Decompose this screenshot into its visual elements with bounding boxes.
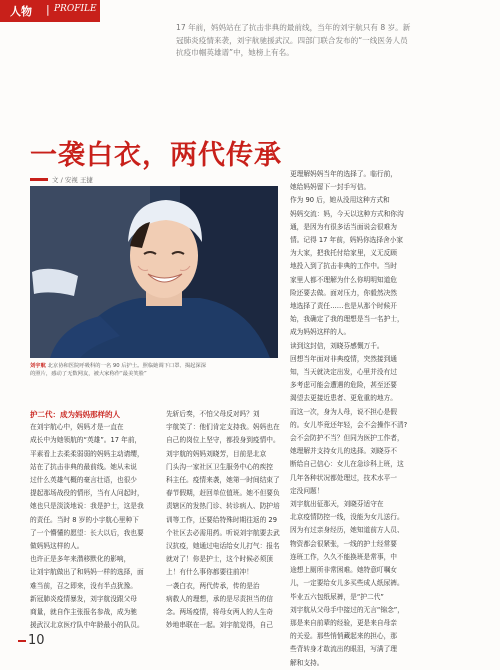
intro-paragraph <box>176 22 480 60</box>
section-subhead: 护二代：成为妈妈那样的人 <box>30 410 120 419</box>
text-line: 地选择了责任……也是从那个时候开 <box>290 302 397 311</box>
middle-column <box>166 408 292 632</box>
text-line: 解和支持。 <box>290 658 324 667</box>
intro-line: 抗疫巾帼英雄谱”中，她榜上有名。 <box>176 48 294 57</box>
text-line: 做妈妈这样的人。 <box>30 542 84 551</box>
text-line: 自己的岗位上坚守，都投身到疫情中。 <box>166 436 280 445</box>
caption-line: 的照片，感动了无数网友，被大家称作“最美笑脸” <box>30 371 147 377</box>
text-line: 几年各种状况都处理过，技术水平一 <box>290 473 397 482</box>
text-line: 就对了！你是护士，这个时候必须顶 <box>166 555 273 564</box>
text-line: 通，是因为有很多话当面说会很难为 <box>290 222 397 231</box>
text-line: 春节假期，赶回单位值班。她不但要负 <box>166 489 280 498</box>
text-line: 门头沟一家社区卫生服务中心的疾控 <box>166 462 273 471</box>
text-line: 一袭白衣，两代传承，传的是治 <box>166 581 260 590</box>
text-line: 地投入到了抗击非典的工作中。当时 <box>290 262 397 271</box>
text-line: 提起那场战役的情形，当有人问起时， <box>30 489 144 498</box>
section-label: 人物 <box>10 5 32 18</box>
photo-caption <box>30 362 278 378</box>
text-line: 刘宇航从父母手中接过的无言“锦念”， <box>290 605 404 614</box>
text-line: 个社区去必需用药。听说刘宇航要去武 <box>166 528 280 537</box>
text-line: 先斩后奏，不怕父母反对吗？刘 <box>166 410 260 418</box>
text-line: 更理解妈妈当年的选择了。临行前， <box>290 170 397 178</box>
text-line: 成长中为她领航的“英雄”。17 年前， <box>30 436 142 445</box>
caption-line: 北京协和医院呼吸科的一名 90 后护士。照临她调下口罩、揭起深深 <box>47 363 207 369</box>
text-line: 妙地串联在一起。刘宇航觉得，自己 <box>166 621 273 630</box>
text-line: 为大家，把我托付给家里，义无反顾 <box>290 249 397 258</box>
text-line: 因为有过亲身经历，她知道前方人员、 <box>290 526 404 535</box>
text-line: 而这一次，身为人母，说不担心是假 <box>290 407 397 416</box>
text-line: 定没问题！ <box>290 486 324 495</box>
text-line: 读到这封信，刘晓芬感慨万千。 <box>290 341 384 350</box>
text-line: 责辖区的发热门诊、转诊病人、防护培 <box>166 502 280 511</box>
text-line: 科主任。疫情来袭，她第一时间结束了 <box>166 476 280 485</box>
text-line: 家里人都不理解为什么你明明知道危 <box>290 275 397 284</box>
page-number: 10 <box>28 633 45 648</box>
text-line: 些背转身才敢流出的眼泪，写满了理 <box>290 645 397 654</box>
text-line: 的关爱。那些悄悄藏起来的担心，那 <box>290 632 397 641</box>
text-line: 援武汉北京医疗队中年龄最小的队员。 <box>30 621 144 630</box>
text-line: 渴望去更接近患者、更危重的地方。 <box>290 394 397 403</box>
text-line: 病救人的理想，承的是尽责担当的信 <box>166 594 273 603</box>
text-line: 她也只是淡淡地说：我是护士，这是我 <box>30 502 144 511</box>
text-line: 北京疫情防控一线，没能为女儿送行。 <box>290 513 404 522</box>
article-title: 一袭白衣，两代传承 <box>30 140 282 171</box>
text-line: 会不会防护不当？但同为医护工作者， <box>290 434 404 443</box>
text-line: 商量，就自作主张报名参战，成为驰 <box>30 608 137 617</box>
section-header <box>0 0 100 22</box>
text-line: 始，我确定了我的理想是当一名护士， <box>290 315 404 324</box>
text-line: 物资都会很紧张，一线的护士经常要 <box>290 539 397 548</box>
text-line: 平素看上去柔柔弱弱的妈妈主动请缨， <box>30 449 144 458</box>
text-line: 让刘宇航做出了和妈妈一样的选择，面 <box>30 568 144 577</box>
text-line: 她理解并支持女儿的选择。刘晓芬不 <box>290 447 397 456</box>
left-column <box>30 408 155 632</box>
text-line: 刘宇航出征那天，刘晓芬适守在 <box>290 500 384 509</box>
right-column <box>290 168 460 670</box>
text-line: 成为妈妈这样的人。 <box>290 328 351 337</box>
text-line: 念。两场疫情，将母女两人的人生奇 <box>166 608 273 617</box>
text-line: 情。记得 17 年前，妈妈你选择舍小家 <box>290 236 404 245</box>
text-line: 知，当天就决定出发，心里并没有过 <box>290 368 397 377</box>
text-line: 儿，一定要给女儿多买些成人纸尿裤。 <box>290 579 404 588</box>
text-line: 回想当年面对非典疫情，突然接到通 <box>290 354 397 363</box>
intro-line: 17 年前，妈妈站在了抗击非典的最前线，当年的刘宇航只有 8 岁。新 <box>176 23 411 32</box>
text-line: 断给自己信心：女儿在急诊科上班，这 <box>290 460 404 469</box>
text-line: 训等工作，还要给特殊时期往返的 29 <box>166 515 277 524</box>
text-line: 了一个懵懂的愿望：长大以后，我也要 <box>30 528 144 537</box>
text-line: 连班工作，久久不能换班是常事，中 <box>290 552 397 561</box>
text-line: 刘宇航的妈妈刘晓芳，目前是北京 <box>166 449 267 458</box>
caption-name: 刘宇航 <box>30 363 46 369</box>
text-line: 的。女儿毕竟还年轻，会不会操作不清? <box>290 420 408 429</box>
intro-line: 冠肺炎疫情来袭，刘宇航驰援武汉。四部门联合发布的“一线医务人员 <box>176 35 408 45</box>
text-line: 多考虑可能会遭遇的危险，甚至还要 <box>290 381 397 390</box>
page-number-rule <box>18 640 26 642</box>
text-line: 汉抗疫，她通过电话给女儿打气：报名 <box>166 542 280 551</box>
text-line: 宇航笑了：他们肯定支持我。妈妈也在 <box>166 423 280 432</box>
text-line: 上！有什么事你都要往前冲！ <box>166 568 253 577</box>
text-line: 的责任。当时 8 岁的小宇航心里种下 <box>30 515 139 524</box>
text-line: 也许正是多年来潜移默化的影响， <box>30 555 131 564</box>
text-line: 过什么英雄气概的豪言壮语，也很少 <box>30 476 137 485</box>
text-line: 妈妈交流：妈，今天以这种方式和你沟 <box>290 209 404 218</box>
text-line: 途想上厕所非常困难。她特意叮嘱女 <box>290 566 397 575</box>
text-line: 险还要去做。面对压力，你毅然决然 <box>290 288 397 297</box>
byline-marker <box>30 178 48 181</box>
text-line: 她给妈妈留下一封手写信。 <box>290 183 371 192</box>
text-line: 毕业五六包纸尿裤，是“护二代” <box>290 592 384 601</box>
text-line: 站在了抗击非典的最前线。她从未说 <box>30 462 137 471</box>
text-line: 作为 90 后，她从没用这种方式和 <box>290 196 390 205</box>
nurse-photo <box>30 186 278 358</box>
text-line: 在刘宇航心中，妈妈才是一直在 <box>30 423 124 432</box>
nurse-photo-illustration <box>30 186 278 358</box>
text-line: 那是来自前辈的经验，更是来自母亲 <box>290 618 397 627</box>
section-separator: | <box>46 3 50 16</box>
byline: 文 / 安视 王捷 <box>52 176 93 184</box>
section-profile-label: PROFILE <box>54 4 97 14</box>
text-line: 难当前，召之即来，没有半点犹豫。 <box>30 581 137 590</box>
text-line: 新冠肺炎疫情暴发，刘宇航没跟父母 <box>30 594 137 603</box>
